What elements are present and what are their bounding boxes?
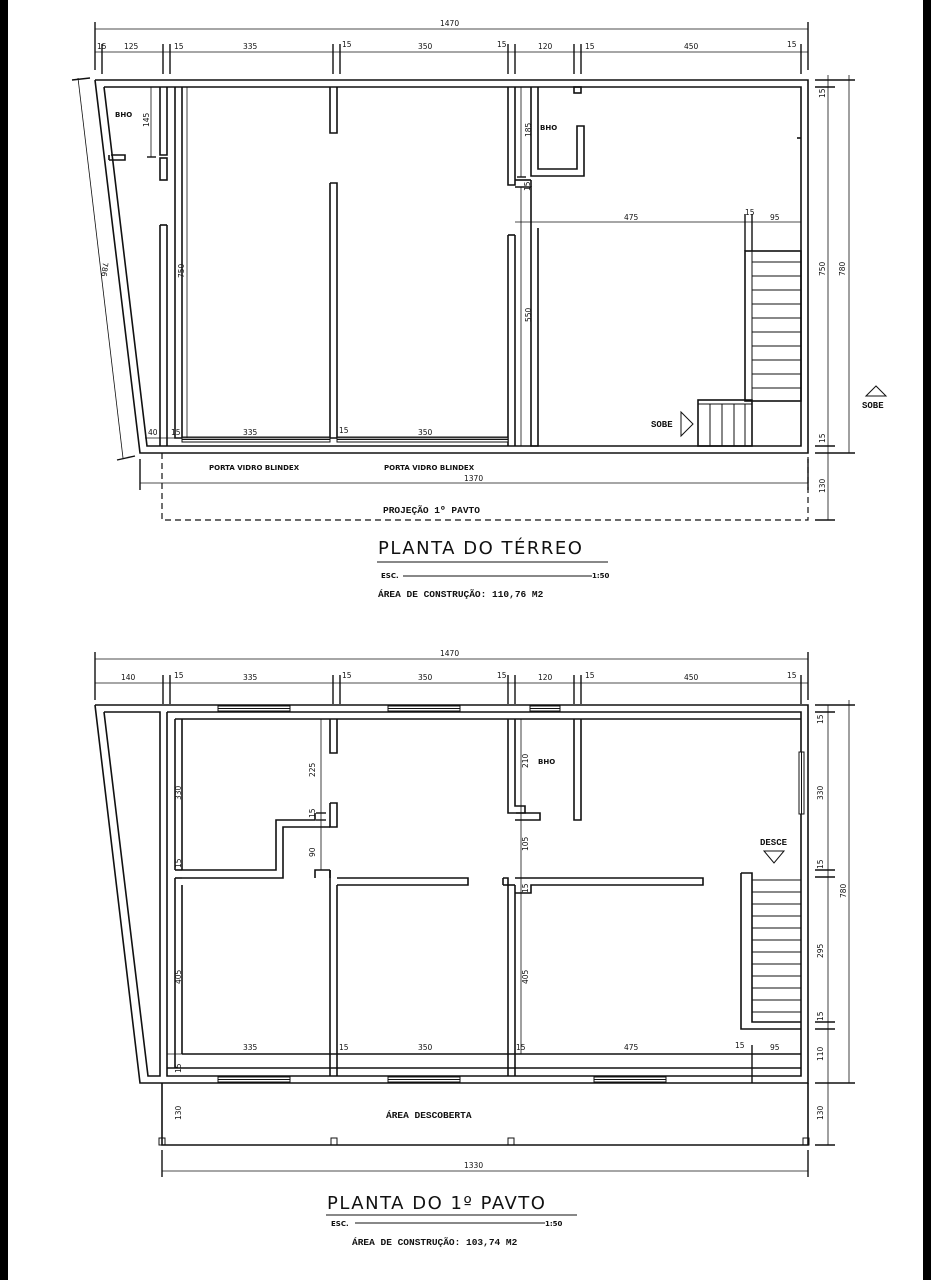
upper-dim-r15b: 15 [816,859,825,869]
ground-dim-15-b2: 15 [339,426,349,435]
upper-dim-b15c: 15 [735,1041,745,1050]
ground-dim-15e: 15 [585,42,595,51]
ground-dim-r15-top: 15 [818,88,827,98]
ground-dim-550: 550 [524,307,533,322]
ground-dim-95: 95 [770,213,780,222]
ground-dim-15c: 15 [342,40,352,49]
upper-dim-v105: 105 [521,836,530,851]
ground-dim-450: 450 [684,42,699,51]
ground-dim-335: 335 [243,42,258,51]
ground-top-total-dimension [95,19,808,70]
ground-dim-15b: 15 [174,42,184,51]
upper-dim-120: 120 [538,673,553,682]
upper-interior-dimensions [167,712,801,1120]
ground-walls [95,80,808,453]
upper-stair [741,838,801,1029]
ground-dim-786: 786 [99,261,110,278]
ground-door-right-label: PORTA VIDRO BLINDEX [384,464,475,472]
upper-dim-r15a: 15 [816,714,825,724]
upper-dim-r15c: 15 [816,1011,825,1021]
upper-dim-v90: 90 [308,847,317,857]
upper-windows [218,706,666,1082]
ground-dim-475: 475 [624,213,639,222]
ground-title: PLANTA DO TÉRREO [378,538,584,559]
upper-top-segment-dimensions [95,671,808,704]
ground-dim-350-b: 350 [418,428,433,437]
ground-sobe-label: SOBE [651,420,673,430]
upper-bottom-dimensions [162,1150,808,1177]
ground-dim-1370: 1370 [464,474,484,483]
upper-dim-r330: 330 [816,785,825,800]
ground-dim-15-b1: 15 [171,428,181,437]
ground-dim-15d: 15 [497,40,507,49]
upper-dim-v15b: 15 [174,1063,183,1073]
ground-top-segment-dimensions [95,40,808,74]
ground-dim-r750: 750 [818,261,827,276]
ground-dim-15a: 15 [97,42,107,51]
upper-dim-b475: 475 [624,1043,639,1052]
ground-dim-r15-bot: 15 [818,433,827,443]
upper-dim-r780: 780 [839,883,848,898]
ground-scale-value: 1:50 [592,572,610,580]
upper-area-label: ÁREA DE CONSTRUÇÃO: 103,74 M2 [352,1237,518,1248]
upper-dim-335: 335 [243,673,258,682]
upper-dim-v15d: 15 [521,883,530,893]
upper-dim-b15b: 15 [516,1043,526,1052]
ground-stair [651,251,801,446]
drawing-sheet [8,0,923,1280]
upper-scale-value: 1:50 [545,1220,563,1228]
ground-dim-r130: 130 [818,478,827,493]
upper-dim-v15c: 15 [308,808,317,818]
ground-scale-label: ESC. [381,572,399,580]
upper-dim-b15a: 15 [339,1043,349,1052]
ground-dim-335-b: 335 [243,428,258,437]
ground-dim-15-vert: 15 [523,181,532,191]
ground-dim-125: 125 [124,42,139,51]
upper-walls [95,705,808,1083]
ground-dim-15f: 15 [787,40,797,49]
upper-dim-r130: 130 [816,1105,825,1120]
upper-dim-r110: 110 [816,1046,825,1061]
upper-dim-b95: 95 [770,1043,780,1052]
upper-dim-15e: 15 [787,671,797,680]
upper-dim-15c: 15 [497,671,507,680]
floor-plan-drawing [8,0,923,1280]
upper-dim-v405b: 405 [521,969,530,984]
upper-right-dimensions [815,700,855,1145]
upper-dim-15b: 15 [342,671,352,680]
upper-dim-v405a: 405 [174,969,183,984]
upper-dim-350: 350 [418,673,433,682]
ground-dim-350: 350 [418,42,433,51]
upper-dim-1330: 1330 [464,1161,484,1170]
upper-dim-450: 450 [684,673,699,682]
ground-bho-left: BHO [115,111,133,119]
ground-door-left-label: PORTA VIDRO BLINDEX [209,464,300,472]
ground-dim-185: 185 [524,122,533,137]
upper-title: PLANTA DO 1º PAVTO [327,1193,547,1214]
ground-sobe-side-label: SOBE [862,401,884,411]
upper-title-block [326,1193,577,1248]
upper-dim-v130: 130 [174,1105,183,1120]
upper-dim-v15a: 15 [174,858,183,868]
ground-dim-145: 145 [142,112,151,127]
ground-projection-label: PROJEÇÃO 1º PAVTO [383,505,480,516]
upper-dim-15d: 15 [585,671,595,680]
ground-dim-total: 1470 [440,19,460,28]
ground-area-label: ÁREA DE CONSTRUÇÃO: 110,76 M2 [378,589,544,600]
ground-dim-750: 750 [177,263,186,278]
ground-interior-dimensions [142,87,801,446]
upper-open-area-label: ÁREA DESCOBERTA [386,1110,472,1121]
upper-top-total-dimension [95,649,808,700]
upper-bho-label: BHO [538,758,556,766]
ground-dim-r780: 780 [838,261,847,276]
upper-dim-b335: 335 [243,1043,258,1052]
ground-dim-40: 40 [148,428,158,437]
ground-dim-120: 120 [538,42,553,51]
ground-right-dimensions [815,75,886,520]
upper-floor-plan [95,649,855,1248]
upper-dim-r295: 295 [816,943,825,958]
upper-dim-b350: 350 [418,1043,433,1052]
ground-dim-15-h: 15 [745,208,755,217]
upper-desce-label: DESCE [760,838,788,848]
ground-floor-plan [72,19,886,600]
upper-dim-15a: 15 [174,671,184,680]
upper-scale-label: ESC. [331,1220,349,1228]
upper-dim-v225: 225 [308,762,317,777]
upper-open-area [159,1083,809,1145]
ground-title-block [377,537,610,600]
upper-dim-140: 140 [121,673,136,682]
upper-dim-v210: 210 [521,753,530,768]
ground-bho-right: BHO [540,124,558,132]
upper-dim-total: 1470 [440,649,460,658]
upper-dim-v330: 330 [174,785,183,800]
